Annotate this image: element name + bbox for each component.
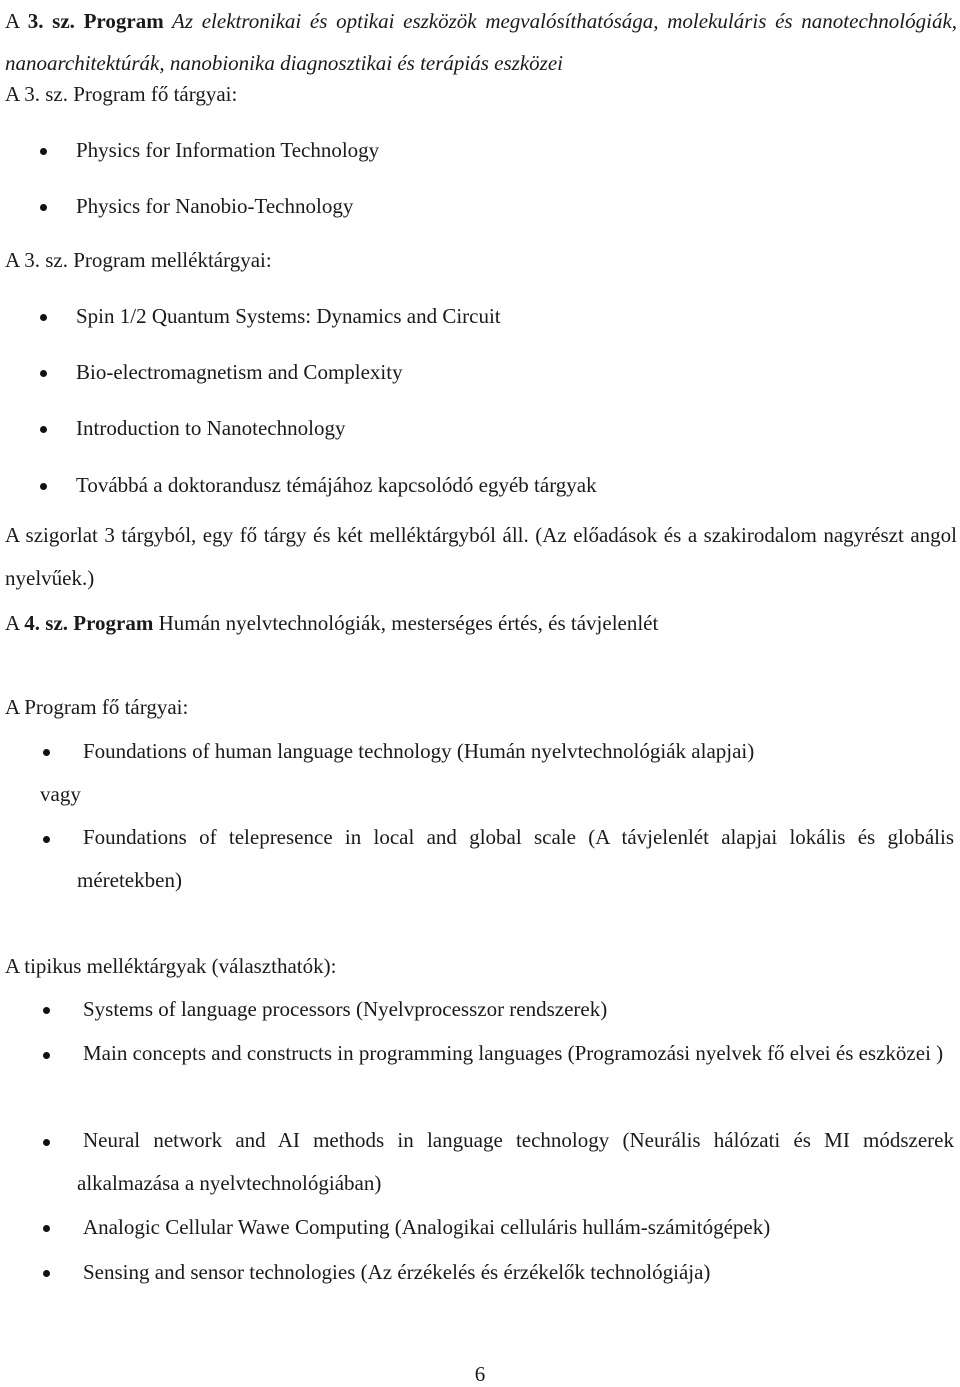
bullet-icon [43,836,50,843]
program4-typical-minor-label: A tipikus melléktárgyak (választhatók): [5,954,337,978]
bullet-icon [43,1270,50,1277]
program3-heading [5,0,957,84]
bullet-icon [40,426,47,433]
list-item [0,826,957,916]
bullet-icon [40,314,47,321]
program4-main-subjects-label: A Program fő tárgyai: [5,695,189,719]
bullet-icon [40,148,47,155]
program3-exam-note: A szigorlat 3 tárgyból, egy fő tárgy és két melléktárgyból áll. (Az előadások és a szakirodalom nagyrészt angol nyelvűek.) [5,523,957,590]
bullet-icon [40,483,47,490]
or-label: vagy [40,782,81,806]
bullet-icon [40,370,47,377]
list-item-text: Sensing and sensor technologies (Az érzékelés és érzékelők technológiája) [83,1260,711,1284]
program3-main-subjects-label: A 3. sz. Program fő tárgyai: [5,82,238,106]
program4-heading-prefix: A [5,611,25,635]
list-item-text: Main concepts and constructs in programming languages (Programozási nyelvek fő elvei és eszközei ) [83,1041,944,1065]
list-item-text: Physics for Information Technology [76,138,380,162]
list-item-text: Továbbá a doktorandusz témájához kapcsolódó egyéb tárgyak [76,473,597,497]
program3-heading-title: Az elektronikai és optikai eszközök megvalósíthatósága, molekuláris és nanotechnológiák, nanoarchitektúrák, nanobionika diagnosztikai és terápiás eszközei [5,9,958,75]
list-item-text: Spin 1/2 Quantum Systems: Dynamics and Circuit [76,304,501,328]
bullet-icon [43,749,50,756]
list-item-text: Physics for Nanobio-Technology [76,194,354,218]
program3-minor-subjects-label: A 3. sz. Program melléktárgyai: [5,248,272,272]
list-item-text: Neural network and AI methods in language technology (Neurális hálózati és MI módszerek alkalmazása a nyelvtechnológiában) [77,1128,954,1195]
bullet-icon [43,1225,50,1232]
list-item-text: Foundations of telepresence in local and global scale (A távjelenlét alapjai lokális és globális méretekben) [77,825,954,892]
list-item-text: Foundations of human language technology (Humán nyelvtechnológiák alapjai) [83,739,755,763]
list-item [0,1129,957,1219]
list-item-text: Bio-electromagnetism and Complexity [76,360,403,384]
list-item-text: Introduction to Nanotechnology [76,416,346,440]
list-item-text: Systems of language processors (Nyelvprocesszor rendszerek) [83,997,608,1021]
program4-heading-title: Humán nyelvtechnológiák, mesterséges értés, és távjelenlét [153,611,659,635]
program4-heading [5,611,658,636]
program3-heading-prefix: A [5,9,28,33]
list-item-text: Analogic Cellular Wawe Computing (Analogikai celluláris hullám-számitógépek) [83,1215,771,1239]
bullet-icon [43,1139,50,1146]
bullet-icon [43,1052,50,1059]
program3-heading-number: 3. sz. Program [27,9,164,33]
bullet-icon [40,204,47,211]
bullet-icon [43,1007,50,1014]
program4-heading-number: 4. sz. Program [24,611,154,635]
page-number: 6 [474,1362,486,1386]
